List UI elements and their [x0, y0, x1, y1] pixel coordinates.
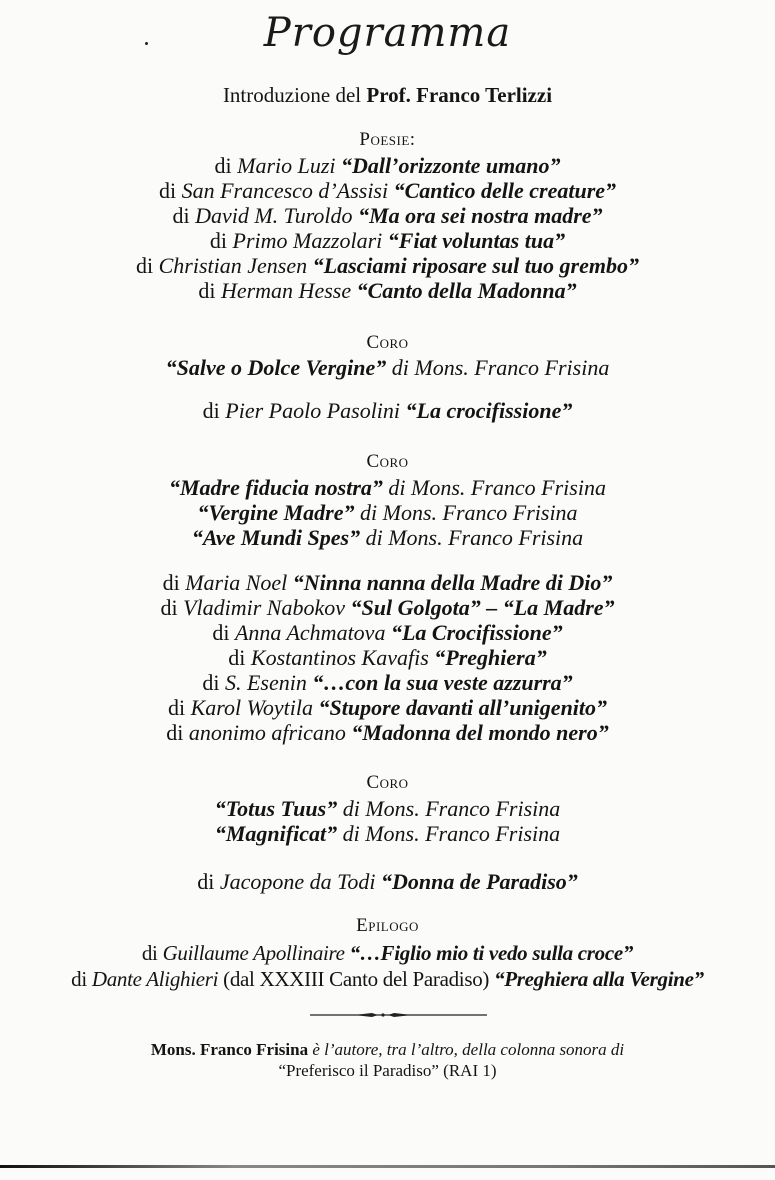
- program-item: di Pier Paolo Pasolini “La crocifissione”: [202, 398, 573, 423]
- page-edge-rule: [0, 1165, 775, 1168]
- footnote-line2: “Preferisco il Paradiso” (RAI 1): [278, 1061, 497, 1080]
- program-item: di Anna Achmatova “La Crocifissione”: [212, 620, 563, 645]
- program-item: di Dante Alighieri (dal XXXIII Canto del Paradiso) “Preghiera alla Vergine”: [71, 967, 704, 991]
- program-item: “Totus Tuus” di Mons. Franco Frisina: [214, 796, 561, 821]
- introduction-line: Introduzione del Prof. Franco Terlizzi: [222, 83, 553, 107]
- speaker-name: Prof. Franco Terlizzi: [366, 83, 553, 107]
- section-heading-coro: Coro: [366, 451, 409, 472]
- program-item: di Primo Mazzolari “Fiat voluntas tua”: [209, 228, 566, 253]
- section-heading-poesie: Poesie:: [359, 129, 416, 150]
- program-item: di David M. Turoldo “Ma ora sei nostra madre”: [172, 203, 603, 228]
- program-item: di Vladimir Nabokov “Sul Golgota” – “La Madre”: [160, 595, 615, 620]
- program-item: di Jacopone da Todi “Donna de Paradiso”: [197, 869, 578, 894]
- program-item: “Magnificat” di Mons. Franco Frisina: [214, 821, 561, 846]
- program-item: “Salve o Dolce Vergine” di Mons. Franco Frisina: [165, 355, 610, 380]
- program-item: di Guillaume Apollinaire “…Figlio mio ti vedo sulla croce”: [141, 941, 634, 965]
- program-item: di Christian Jensen “Lasciami riposare sul tuo grembo”: [136, 253, 639, 278]
- program-item: di Karol Woytila “Stupore davanti all’unigenito”: [167, 695, 608, 720]
- section-heading-coro: Coro: [366, 332, 409, 353]
- ornamental-divider: [310, 1012, 487, 1018]
- footnote: Mons. Franco Frisina è l’autore, tra l’altro, della colonna sonora di: [150, 1040, 625, 1059]
- program-item: di Herman Hesse “Canto della Madonna”: [198, 278, 577, 303]
- section-heading-coro: Coro: [366, 772, 409, 793]
- program-item: “Madre fiducia nostra” di Mons. Franco Frisina: [169, 475, 606, 500]
- program-item: di Kostantinos Kavafis “Preghiera”: [228, 645, 547, 670]
- program-item: “Ave Mundi Spes” di Mons. Franco Frisina: [191, 525, 584, 550]
- page-title: Programma: [263, 10, 512, 56]
- section-heading-epilogo: Epilogo: [356, 915, 419, 936]
- program-item: “Vergine Madre” di Mons. Franco Frisina: [197, 500, 578, 525]
- program-item: di Maria Noel “Ninna nanna della Madre di Dio”: [162, 570, 613, 595]
- program-item: di S. Esenin “…con la sua veste azzurra”: [202, 670, 573, 695]
- program-item: di Mario Luzi “Dall’orizzonte umano”: [214, 153, 561, 178]
- program-item: di anonimo africano “Madonna del mondo nero”: [166, 720, 609, 745]
- program-item: di San Francesco d’Assisi “Cantico delle creature”: [158, 178, 617, 203]
